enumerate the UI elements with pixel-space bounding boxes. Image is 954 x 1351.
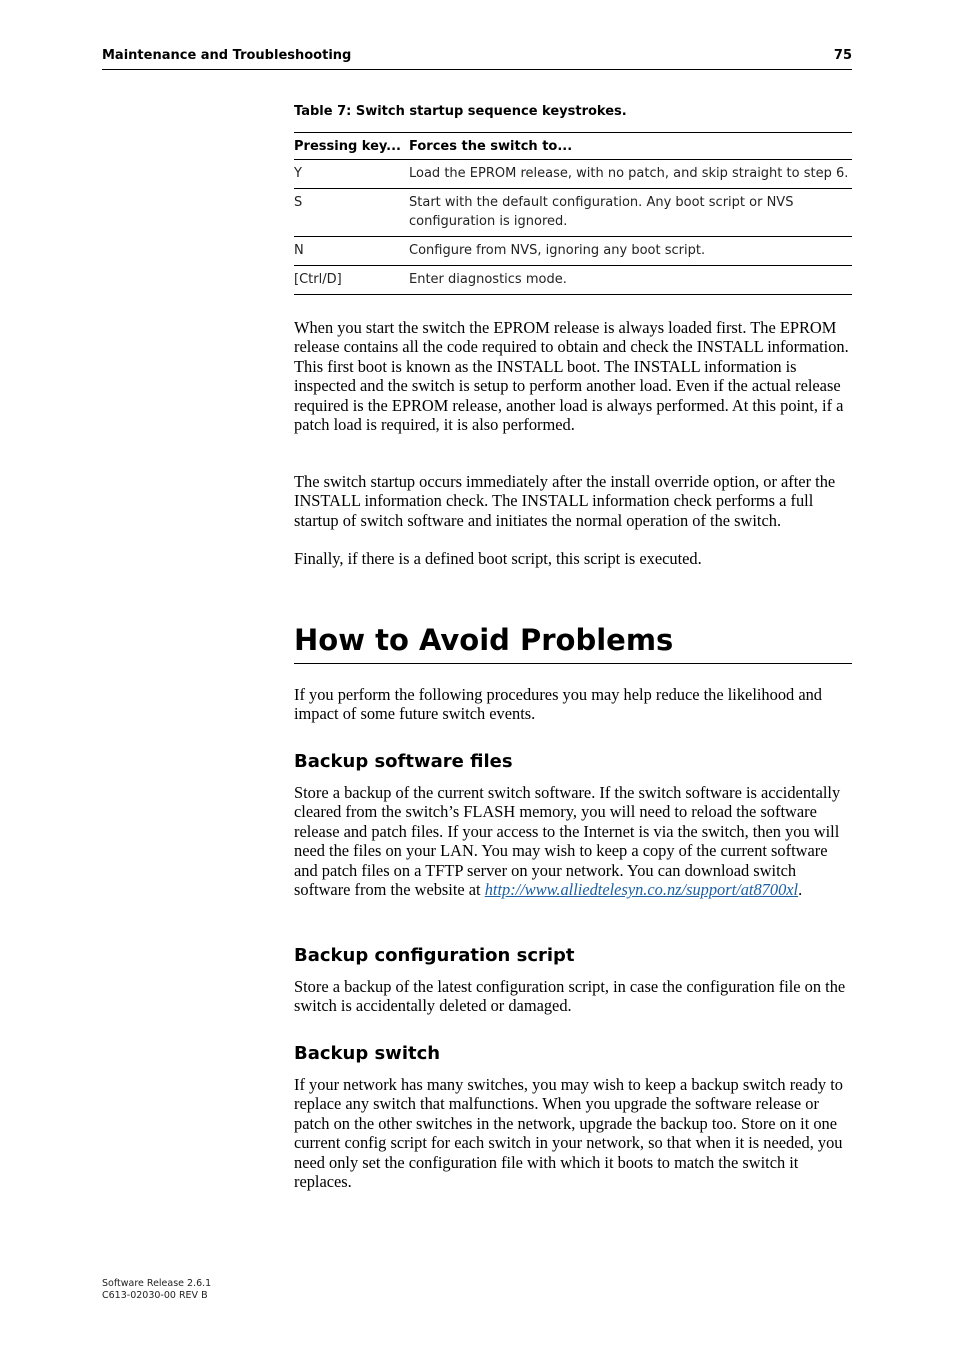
table-row xyxy=(294,266,852,295)
page-footer xyxy=(102,1278,211,1302)
page-number: 75 xyxy=(833,48,852,63)
section-title: How to Avoid Problems xyxy=(294,620,852,664)
table-header-row xyxy=(294,133,852,160)
column-header-key: Pressing key... xyxy=(294,133,409,160)
action-cell: Load the EPROM release, with no patch, and skip straight to step 6. xyxy=(409,160,852,189)
backup-software-text: Store a backup of the current switch software. If the switch software is accidentally cleared from the switch’s FLASH memory, you will need to reload the software release and patch files. If your access to the Internet is via the switch, then you will need the files on your LAN. You may wish to keep a copy of the current software and patch files on a TFTP server on your network. You can download switch software from the website at xyxy=(294,783,841,900)
document-revision: C613-02030-00 REV B xyxy=(102,1290,208,1301)
table-row xyxy=(294,237,852,266)
support-website-link[interactable]: http://www.alliedtelesyn.co.nz/support/at8700xl xyxy=(484,880,799,900)
key-cell: [Ctrl/D] xyxy=(294,272,342,287)
column-header-action: Forces the switch to... xyxy=(409,133,852,160)
table-row xyxy=(294,189,852,237)
keystroke-table xyxy=(294,132,852,295)
chapter-title: Maintenance and Troubleshooting xyxy=(102,48,352,63)
paragraph-eprom-boot: When you start the switch the EPROM release is always loaded first. The EPROM release contains all the code required to obtain and check the INSTALL information. This first boot is known as the INSTALL boot. The INSTALL information is inspected and the switch is setup to perform another load. Even if the actual release required is the EPROM release, another load is always performed. At this point, if a patch load is required, it is also performed. xyxy=(294,318,849,435)
action-cell: Start with the default configuration. Any boot script or NVS configuration is ignored. xyxy=(409,189,852,237)
paragraph-backup-config: Store a backup of the latest configuration script, in case the configuration file on the switch is accidentally deleted or damaged. xyxy=(294,977,846,1016)
key-cell: N xyxy=(294,237,409,266)
paragraph-switch-startup: The switch startup occurs immediately after the install override option, or after the INSTALL information check. The INSTALL information check performs a full startup of switch software and initiates the normal operation of the switch. xyxy=(294,472,836,530)
software-release: Software Release 2.6.1 xyxy=(102,1278,212,1289)
paragraph-boot-script: Finally, if there is a defined boot script, this script is executed. xyxy=(294,549,702,568)
key-cell: Y xyxy=(294,160,409,189)
heading-backup-software: Backup software files xyxy=(294,751,513,772)
action-cell: Enter diagnostics mode. xyxy=(409,272,567,287)
action-cell: Configure from NVS, ignoring any boot script. xyxy=(409,237,852,266)
table-caption: Table 7: Switch startup sequence keystrokes. xyxy=(294,104,627,119)
link-trailing-period: . xyxy=(798,880,803,900)
key-cell: S xyxy=(294,189,409,237)
table-row xyxy=(294,160,852,189)
heading-backup-config: Backup configuration script xyxy=(294,945,575,966)
paragraph-backup-software xyxy=(294,783,854,899)
section-intro: If you perform the following procedures you may help reduce the likelihood and impact of some future switch events. xyxy=(294,685,822,724)
heading-backup-switch: Backup switch xyxy=(294,1043,441,1064)
paragraph-backup-switch: If your network has many switches, you may wish to keep a backup switch ready to replace any switch that malfunctions. When you upgrade the software release or patch on the other switches in the network, upgrade the backup too. Store on it one current config script for each switch in your network, so that when it is needed, you need only set the configuration file with which it boots to match the switch it replaces. xyxy=(294,1075,843,1192)
page-header xyxy=(102,48,852,70)
